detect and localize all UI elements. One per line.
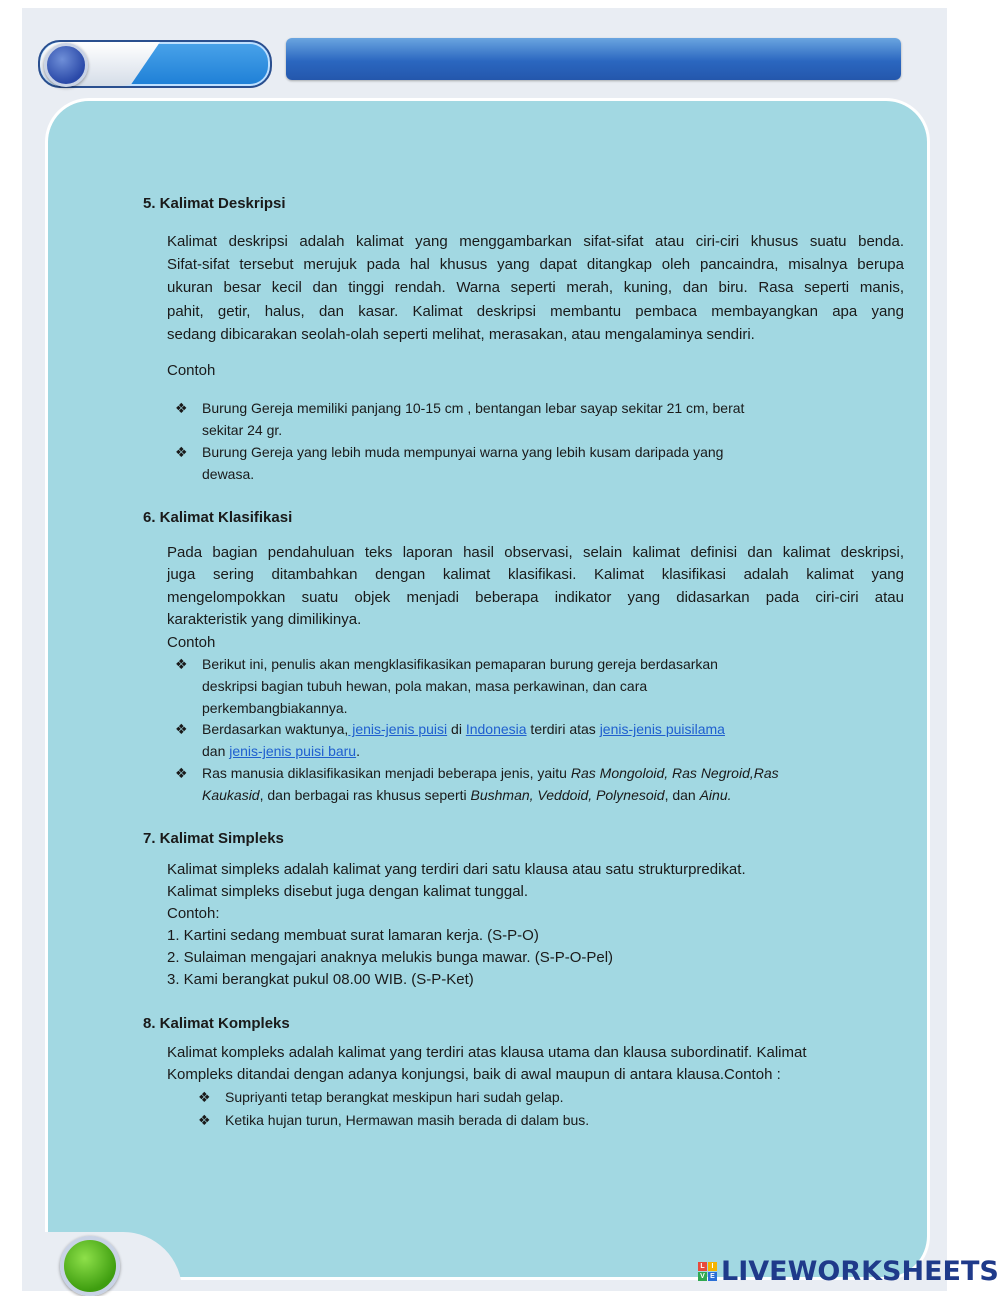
numbered-item: 1. Kartini sedang membuat surat lamaran kerja. (S-P-O)	[167, 927, 539, 944]
text-run: dan	[202, 743, 230, 759]
paragraph-line: Kalimat kompleks adalah kalimat yang terdiri atas klausa utama dan klausa subordinatif. Kalimat	[167, 1044, 807, 1061]
example-label: Contoh	[167, 362, 216, 379]
numbered-item: 2. Sulaiman mengajari anaknya melukis bunga mawar. (S-P-O-Pel)	[167, 949, 614, 966]
text-run: , dan berbagai ras khusus seperti	[259, 787, 471, 803]
section-heading: 7. Kalimat Simpleks	[143, 830, 284, 847]
italic-run: Ras Mongoloid, Ras Negroid,Ras	[570, 765, 779, 781]
paragraph-line: Kalimat simpleks adalah kalimat yang terdiri dari satu klausa atau satu strukturpredikat.	[167, 861, 746, 878]
paragraph-line: Kompleks ditandai dengan adanya konjungsi, baik di awal maupun di antara klausa.Contoh :	[167, 1066, 781, 1083]
text-run: Ras manusia diklasifikasikan menjadi beberapa jenis, yaitu	[202, 765, 571, 781]
section-paragraph	[167, 230, 904, 346]
text-run: Berdasarkan waktunya,	[202, 721, 349, 737]
paragraph-line: Sifat-sifat tersebut merujuk pada hal khusus yang dapat ditangkap oleh pancaindra, misalnya berupa	[167, 256, 904, 274]
italic-run: Ainu.	[699, 787, 732, 803]
paragraph-line: Kalimat deskripsi adalah kalimat yang menggambarkan sifat-sifat atau ciri-ciri khusus suatu benda.	[167, 233, 904, 250]
paragraph-line: Pada bagian pendahuluan teks laporan hasil observasi, selain kalimat definisi dan kalimat deskripsi,	[167, 544, 904, 561]
paragraph-line: karakteristik yang dimilikinya.	[167, 611, 362, 629]
paragraph-line: pahit, getir, halus, dan kasar. Kalimat deskripsi membantu pembaca membayangkan apa yang	[167, 302, 904, 320]
list-item-line: Berikut ini, penulis akan mengklasifikasikan pemaparan burung gereja berdasarkan	[202, 656, 718, 672]
list-item: Ketika hujan turun, Hermawan masih berada di dalam bus.	[225, 1112, 590, 1128]
example-label: Contoh	[167, 633, 216, 651]
list-item-line	[202, 718, 725, 740]
link-jenis-jenis-puisi[interactable]: jenis-jenis puisi	[348, 721, 448, 737]
paragraph-line: ukuran besar kecil dan tinggi rendah. Warna seperti merah, kuning, dan biru. Rasa seperti manis,	[167, 279, 904, 297]
list-item-line: deskripsi bagian tubuh hewan, pola makan, masa perkawinan, dan cara	[202, 678, 648, 694]
logo-letter: V	[698, 1272, 707, 1281]
list-item-line: sekitar 24 gr.	[202, 422, 283, 438]
text-run: di	[447, 721, 466, 737]
link-jenis-jenis-puisi-baru[interactable]: jenis-jenis puisi baru	[229, 743, 357, 759]
list-item: Supriyanti tetap berangkat meskipun hari sudah gelap.	[225, 1089, 564, 1105]
bullet-icon: ❖	[198, 1112, 211, 1128]
paragraph-line: mengelompokkan suatu objek menjadi beberapa indikator yang didasarkan pada ciri-ciri atau	[167, 588, 904, 606]
list-item-line	[202, 740, 725, 762]
logo-letter: E	[708, 1272, 717, 1281]
bullet-icon: ❖	[175, 721, 188, 737]
bullet-icon: ❖	[175, 400, 188, 416]
liveworksheets-wordmark: LIVEWORKSHEETS	[721, 1255, 999, 1287]
list-item	[202, 653, 718, 719]
bullet-icon: ❖	[198, 1089, 211, 1105]
list-item	[202, 718, 725, 762]
list-item	[202, 397, 744, 441]
paragraph-line: juga sering ditambahkan dengan kalimat klasifikasi. Kalimat klasifikasi adalah kalimat yang	[167, 566, 904, 584]
list-item-line	[202, 784, 779, 806]
list-item-line	[202, 762, 779, 784]
italic-run: Bushman, Veddoid, Polynesoid	[470, 787, 665, 803]
list-item-line: Burung Gereja yang lebih muda mempunyai warna yang lebih kusam daripada yang	[202, 444, 724, 460]
list-item	[202, 441, 723, 485]
paragraph-line: sedang dibicarakan seolah-olah seperti melihat, merasakan, atau mengalaminya sendiri.	[167, 325, 755, 343]
liveworksheets-logo-icon	[698, 1262, 717, 1281]
section-heading: 5. Kalimat Deskripsi	[143, 195, 286, 212]
text-run: terdiri atas	[526, 721, 600, 737]
bullet-icon: ❖	[175, 656, 188, 672]
logo-letter: I	[708, 1262, 717, 1271]
text-run: .	[356, 743, 360, 759]
section-paragraph	[167, 859, 746, 991]
list-item	[202, 762, 779, 806]
list-item-line: dewasa.	[202, 466, 255, 482]
list-item-line: perkembangbiakannya.	[202, 700, 348, 716]
bullet-icon: ❖	[175, 444, 188, 460]
text-run: , dan	[664, 787, 700, 803]
paragraph-line: Kalimat simpleks disebut juga dengan kalimat tunggal.	[167, 883, 529, 900]
logo-letter: L	[698, 1262, 707, 1271]
list-item-line: Burung Gereja memiliki panjang 10-15 cm , bentangan lebar sayap sekitar 21 cm, berat	[202, 400, 745, 416]
section-heading: 6. Kalimat Klasifikasi	[143, 509, 293, 526]
section-paragraph	[167, 542, 904, 654]
bullet-icon: ❖	[175, 765, 188, 781]
link-jenis-jenis-puisi-lama[interactable]: jenis-jenis puisilama	[599, 721, 725, 737]
italic-run: Kaukasid	[202, 787, 260, 803]
section-heading: 8. Kalimat Kompleks	[143, 1015, 290, 1032]
liveworksheets-logo	[698, 1255, 999, 1287]
paragraph-line: Contoh:	[167, 905, 220, 922]
link-indonesia[interactable]: Indonesia	[465, 721, 527, 737]
section-paragraph	[167, 1042, 807, 1086]
numbered-item: 3. Kami berangkat pukul 08.00 WIB. (S-P-Ket)	[167, 971, 474, 988]
